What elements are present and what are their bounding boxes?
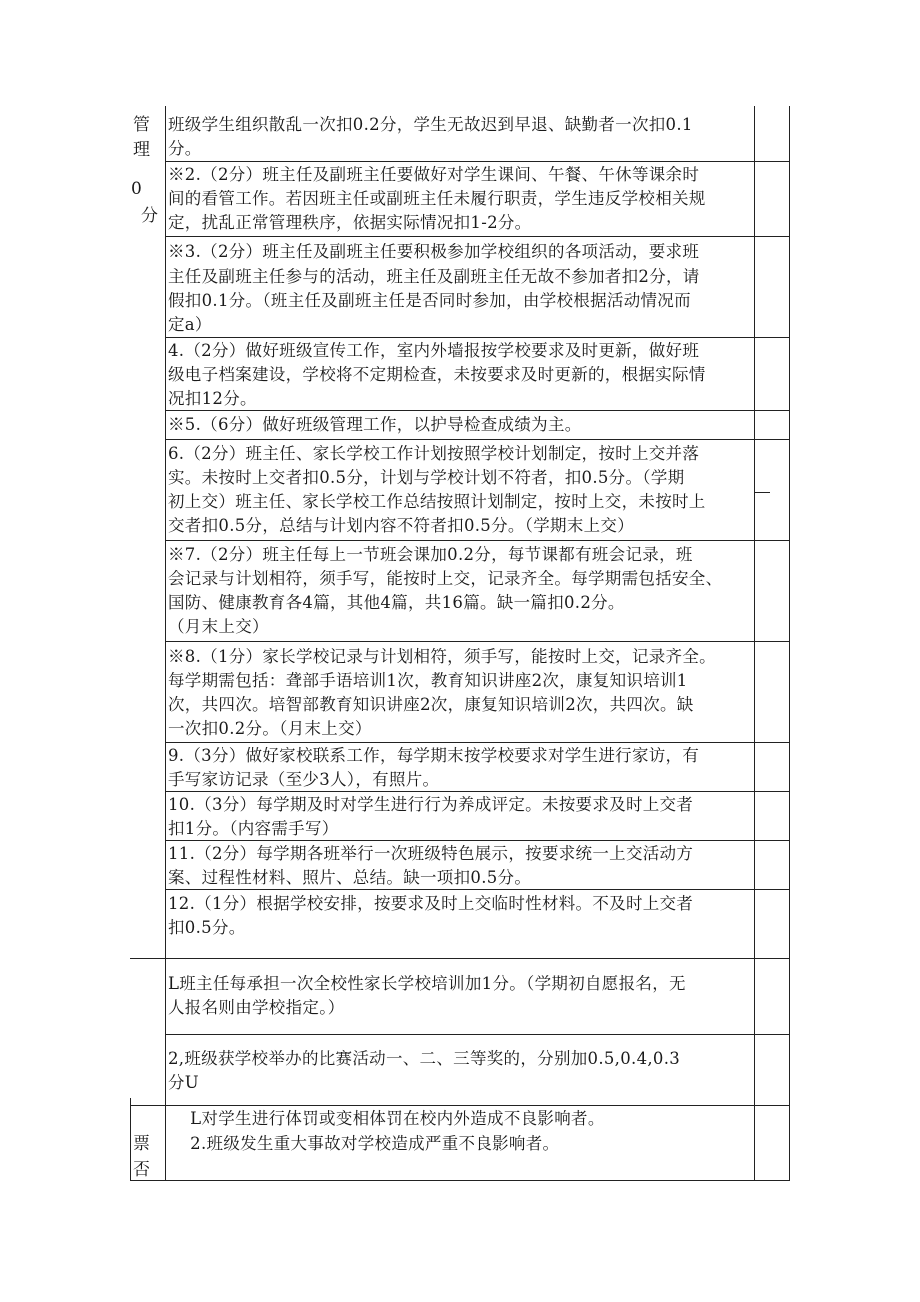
rule-line: 定a） (168, 315, 212, 334)
column-divider-label (165, 106, 166, 1180)
section-label-char: 管 (133, 115, 150, 135)
rule-line: 况扣12分。 (168, 389, 257, 408)
rule-line: 交者扣0.5分，总结与计划内容不符者扣0.5分。（学期末上交） (168, 516, 635, 535)
rule-line: 扣0.5分。 (168, 918, 246, 937)
rule-line: 一次扣0.2分。（月末上交） (168, 719, 372, 738)
rule-line: 手写家访记录（至少3人），有照片。 (168, 770, 440, 789)
rule-line: ※5.（6分）做好班级管理工作，以护导检查成绩为主。 (168, 415, 582, 434)
section-label-char: 票 (133, 1134, 150, 1154)
rule-line: 主任及副班主任参与的活动，班主任及副班主任无故不参加者扣2分，请 (168, 267, 700, 286)
rule-line: 实。未按时上交者扣0.5分，计划与学校计划不符者，扣0.5分。（学期 (168, 468, 685, 487)
veto-rule-line: L对学生进行体罚或变相体罚在校内外造成不良影响者。 (168, 1109, 605, 1128)
bonus-rule-line: 分U (168, 1073, 200, 1092)
row-divider (165, 540, 790, 541)
rule-line: 12.（1分）根据学校安排，按要求及时上交临时性材料。不及时上交者 (168, 894, 694, 913)
rule-line: ※7.（2分）班主任每上一节班会课加0.2分，每节课都有班会记录，班 (168, 545, 693, 564)
rule-line: 定，扰乱正常管理秩序，依据实际情况扣1-2分。 (168, 213, 532, 232)
row-divider (165, 439, 790, 440)
section-label-char: 0 (131, 179, 142, 199)
veto-rule-line: 2.班级发生重大事故对学校造成严重不良影响者。 (168, 1134, 560, 1153)
rule-line: 级电子档案建设，学校将不定期检查，未按要求及时更新的，根据实际情 (168, 365, 706, 384)
row-divider (165, 410, 790, 411)
row-divider (165, 1034, 790, 1035)
rule-line: 每学期需包括：聋部手语培训1次，教育知识讲座2次，康复知识培训1 (168, 671, 688, 690)
rule-line: 6.（2分）班主任、家长学校工作计划按照学校计划制定，按时上交并落 (168, 444, 700, 463)
rule-line: 会记录与计划相符，须手写，能按时上交，记录齐全。每学期需包括安全、 (168, 569, 723, 588)
rule-line: 班级学生组织散乱一次扣0.2分，学生无故迟到早退、缺勤者一次扣0.1 (168, 115, 693, 134)
bonus-rule-line: 2,班级获学校举办的比赛活动一、二、三等奖的，分别加0.5,0.4,0.3 (168, 1049, 681, 1068)
bonus-rule-line: L班主任每承担一次全校性家长学校培训加1分。（学期初自愿报名，无 (168, 974, 686, 993)
rule-line: 假扣0.1分。（班主任及副班主任是否同时参加，由学校根据活动情况而 (168, 291, 691, 310)
rule-line: 初上交）班主任、家长学校工作总结按照计划制定，按时上交，未按时上 (168, 492, 706, 511)
rule-line: 4.（2分）做好班级宣传工作，室内外墙报按学校要求及时更新，做好班 (168, 341, 700, 360)
section-label-char: 理 (133, 140, 150, 160)
section-divider (130, 958, 790, 959)
rule-line: 10.（3分）每学期及时对学生进行行为养成评定。未按要求及时上交者 (168, 795, 694, 814)
bonus-rule-line: 人报名则由学校指定。） (168, 998, 345, 1017)
rule-line: 11.（2分）每学期各班举行一次班级特色展示，按要求统一上交活动方 (168, 844, 694, 863)
rule-line: ※3.（2分）班主任及副班主任要积极参加学校组织的各项活动，要求班 (168, 242, 700, 261)
rule-line: ※8.（1分）家长学校记录与计划相符，须手写，能按时上交，记录齐全。 (168, 647, 716, 666)
rule-line: ※2.（2分）班主任及副班主任要做好对学生课间、午餐、午休等课余时 (168, 165, 700, 184)
rule-line: 国防、健康教育各4篇，其他4篇，共16篇。缺一篇扣0.2分。 (168, 593, 625, 612)
rule-line: 间的看管工作。若因班主任或副班主任未履行职责，学生违反学校相关规 (168, 189, 706, 208)
rule-line: 扣1分。（内容需手写） (168, 819, 339, 838)
row-divider (165, 641, 790, 642)
column-divider-score (754, 106, 755, 1180)
rule-line: 9.（3分）做好家校联系工作，每学期末按学校要求对学生进行家访，有 (168, 746, 700, 765)
rule-line: （月末上交） (168, 617, 269, 636)
rule-line: 案、过程性材料、照片、总结。缺一项扣0.5分。 (168, 868, 532, 887)
rule-line: 分。 (168, 139, 202, 158)
row-divider (165, 236, 790, 237)
section-label-char: 分 (141, 206, 158, 226)
table-border-left (130, 1098, 131, 1180)
score-cell-tick (754, 492, 770, 493)
section-label-char: 否 (133, 1160, 150, 1180)
rule-line: 次，共四次。培智部教育知识讲座2次，康复知识培训2次，共四次。缺 (168, 695, 694, 714)
table-border-right (789, 106, 790, 1180)
table-border-bottom (130, 1180, 790, 1181)
